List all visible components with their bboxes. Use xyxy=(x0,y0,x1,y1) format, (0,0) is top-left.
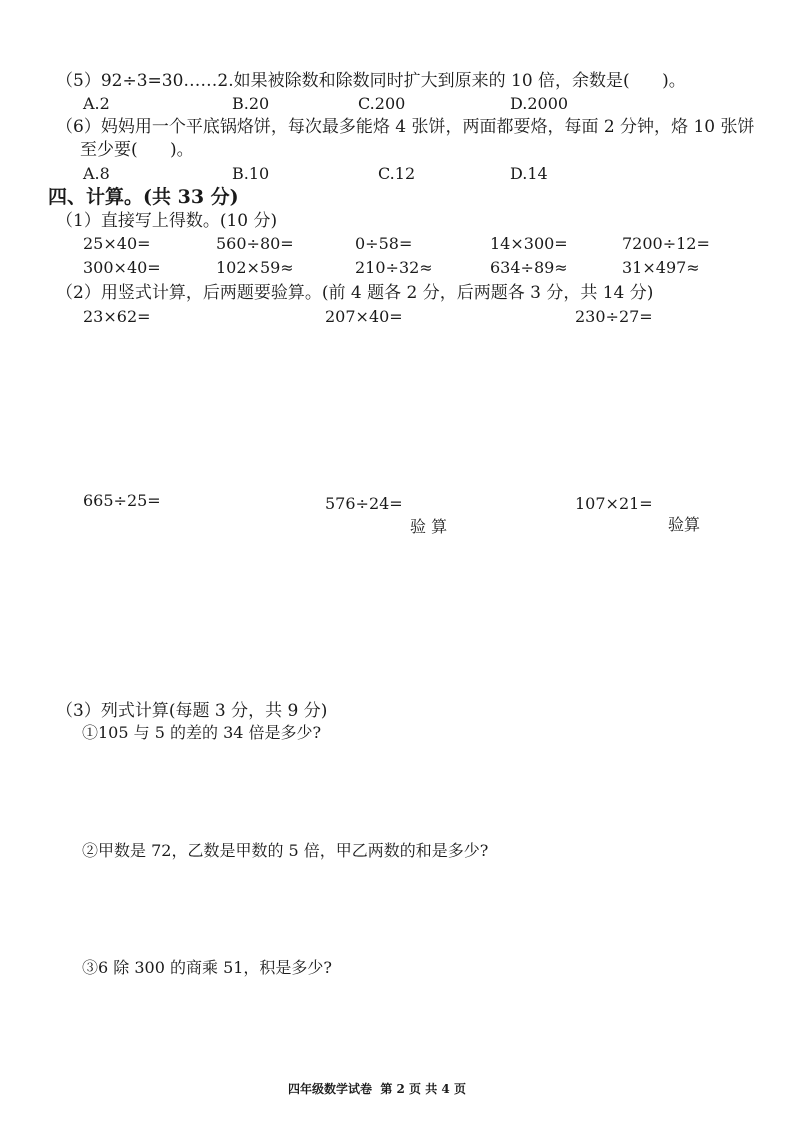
part-2-title: （2）用竖式计算，后两题要验算。(前 4 题各 2 分，后两题各 3 分，共 14 分) xyxy=(56,283,654,303)
vertical-calc-item: 207×40= xyxy=(325,307,403,326)
vertical-calc-item: 23×62= xyxy=(83,307,151,326)
q6-option-c: C.12 xyxy=(378,164,416,183)
oral-calc-item: 634÷89≈ xyxy=(490,258,568,277)
oral-calc-item: 0÷58= xyxy=(355,234,413,253)
q5-option-d: D.2000 xyxy=(510,94,569,113)
oral-calc-item: 25×40= xyxy=(83,234,151,253)
q5-option-c: C.200 xyxy=(358,94,406,113)
vertical-calc-item: 576÷24= xyxy=(325,494,403,513)
q5-option-b: B.20 xyxy=(232,94,270,113)
page-footer: 四年级数学试卷 第 2 页 共 4 页 xyxy=(288,1082,466,1096)
oral-calc-item: 31×497≈ xyxy=(622,258,700,277)
oral-calc-item: 7200÷12= xyxy=(622,234,710,253)
part-1-title: （1）直接写上得数。(10 分) xyxy=(56,211,278,231)
part-3-title: （3）列式计算(每题 3 分，共 9 分) xyxy=(56,701,328,721)
oral-calc-item: 560÷80= xyxy=(216,234,294,253)
oral-calc-item: 102×59≈ xyxy=(216,258,294,277)
question-6-line1: （6）妈妈用一个平底锅烙饼，每次最多能烙 4 张饼，两面都要烙，每面 2 分钟，烙 10 张饼 xyxy=(56,117,755,137)
word-problem-2: ②甲数是 72，乙数是甲数的 5 倍，甲乙两数的和是多少? xyxy=(82,841,489,860)
check-label: 验算 xyxy=(668,515,701,534)
check-label: 验 算 xyxy=(410,517,448,536)
q6-option-d: D.14 xyxy=(510,164,548,183)
word-problem-1: ①105 与 5 的差的 34 倍是多少? xyxy=(82,723,322,742)
oral-calc-item: 14×300= xyxy=(490,234,568,253)
question-5-text: （5）92÷3=30……2.如果被除数和除数同时扩大到原来的 10 倍，余数是( )。 xyxy=(56,71,686,91)
section-4-heading: 四、计算。(共 33 分) xyxy=(48,186,239,208)
vertical-calc-item: 107×21= xyxy=(575,494,653,513)
q6-option-a: A.8 xyxy=(83,164,110,183)
oral-calc-item: 210÷32≈ xyxy=(355,258,433,277)
oral-calc-item: 300×40= xyxy=(83,258,161,277)
vertical-calc-item: 230÷27= xyxy=(575,307,653,326)
q6-option-b: B.10 xyxy=(232,164,270,183)
question-6-line2: 至少要( )。 xyxy=(80,140,194,160)
word-problem-3: ③6 除 300 的商乘 51，积是多少? xyxy=(82,958,333,977)
vertical-calc-item: 665÷25= xyxy=(83,491,161,510)
q5-option-a: A.2 xyxy=(83,94,110,113)
